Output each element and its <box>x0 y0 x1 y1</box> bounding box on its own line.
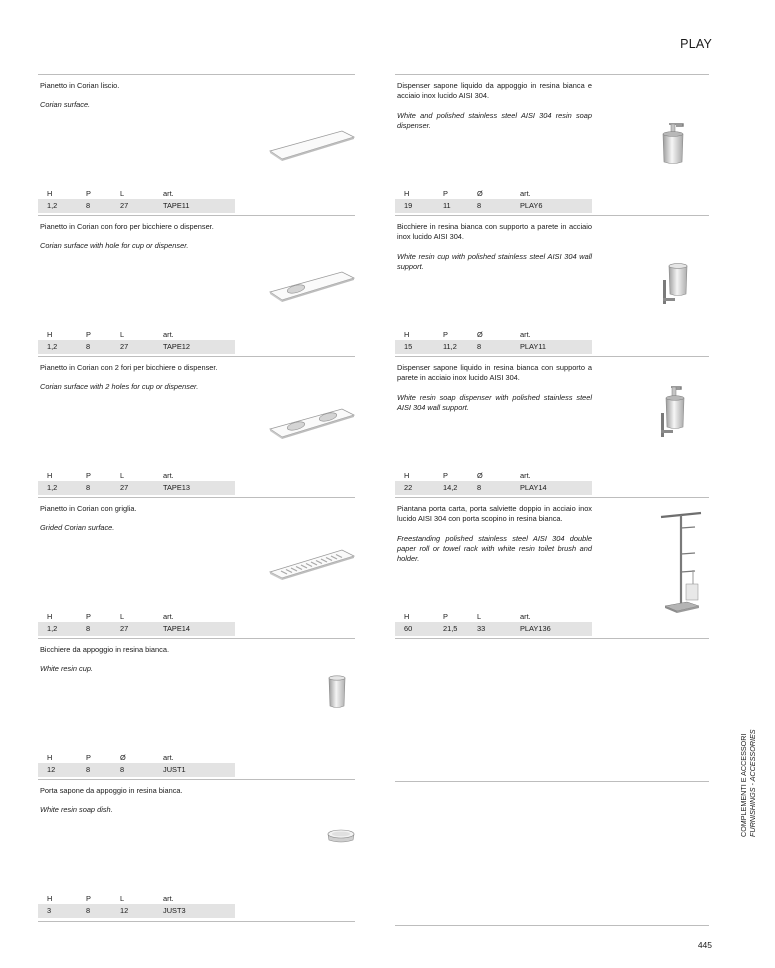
header-h: H <box>47 330 53 339</box>
dimension-value-row <box>395 340 592 354</box>
header-art: art. <box>520 330 531 339</box>
dimension-header-row <box>38 611 235 621</box>
product-entry-just3 <box>38 779 355 922</box>
header-p: P <box>443 189 448 198</box>
dimension-header-row <box>38 752 235 762</box>
corian-shelf-two-holes-image <box>268 401 356 443</box>
description-english: Freestanding polished stainless steel AISI 304 double paper roll or towel rack with white resin toilet brush and holder. <box>397 534 592 563</box>
header-p: P <box>443 330 448 339</box>
dimension-value-row <box>38 199 235 213</box>
header-diameter: Ø <box>477 330 483 339</box>
wall-cup-image <box>661 260 691 306</box>
description-english: White resin soap dish. <box>40 805 113 814</box>
description-italian: Bicchiere da appoggio in resina bianca. <box>40 645 170 654</box>
soap-dispenser-image <box>657 117 691 165</box>
value-h: 1,2 <box>47 342 58 351</box>
soap-dish-image <box>326 826 356 846</box>
description-english: White resin soap dispenser with polished stainless steel AISI 304 wall support. <box>397 393 592 412</box>
description-english: White and polished stainless steel AISI 304 resin soap dispenser. <box>397 111 592 130</box>
header-p: P <box>443 471 448 480</box>
description-italian: Pianetto in Corian con foro per bicchiere o dispenser. <box>40 222 214 231</box>
header-art: art. <box>163 471 174 480</box>
value-art: PLAY136 <box>520 624 551 633</box>
header-art: art. <box>163 894 174 903</box>
value-art: TAPE12 <box>163 342 190 351</box>
product-entry-play6 <box>395 74 709 215</box>
right-column <box>395 74 709 638</box>
value-p: 8 <box>86 342 91 351</box>
header-p: P <box>86 894 91 903</box>
divider-line <box>395 638 709 639</box>
value-p: 8 <box>86 624 91 633</box>
value-p: 8 <box>86 201 91 210</box>
value-diameter: 8 <box>477 201 482 210</box>
header-art: art. <box>520 471 531 480</box>
page-number: 445 <box>697 940 712 950</box>
description-english: Corian surface with 2 holes for cup or dispenser. <box>40 382 199 391</box>
value-p: 8 <box>86 483 91 492</box>
value-art: PLAY14 <box>520 483 547 492</box>
description-italian: Porta sapone da appoggio in resina bianca. <box>40 786 183 795</box>
value-l: 33 <box>477 624 486 633</box>
value-h: 1,2 <box>47 201 58 210</box>
value-l: 27 <box>120 201 129 210</box>
dimension-value-row <box>395 481 592 495</box>
dimension-value-row <box>38 481 235 495</box>
value-art: TAPE11 <box>163 201 190 210</box>
header-art: art. <box>163 753 174 762</box>
divider-line <box>395 925 709 926</box>
divider-line <box>395 781 709 782</box>
header-art: art. <box>520 612 531 621</box>
page-title: PLAY <box>680 37 712 51</box>
header-h: H <box>404 330 410 339</box>
dimension-header-row <box>38 188 235 198</box>
dimension-value-row <box>38 904 235 918</box>
value-p: 8 <box>86 765 91 774</box>
value-p: 14,2 <box>443 483 458 492</box>
description-english: Grided Corian surface. <box>40 523 115 532</box>
value-h: 15 <box>404 342 413 351</box>
dimension-header-row <box>38 893 235 903</box>
dimension-header-row <box>395 188 592 198</box>
description-english: White resin cup. <box>40 664 93 673</box>
value-diameter: 8 <box>477 342 482 351</box>
value-art: PLAY6 <box>520 201 543 210</box>
product-entry-play11 <box>395 215 709 356</box>
header-diameter: Ø <box>120 753 126 762</box>
product-entry-play14 <box>395 356 709 497</box>
description-italian: Bicchiere in resina bianca con supporto a parete in acciaio inox lucido AISI 304. <box>397 222 592 241</box>
description-italian: Dispenser sapone liquido da appoggio in resina bianca e acciaio inox lucido AISI 304. <box>397 81 592 100</box>
value-h: 1,2 <box>47 624 58 633</box>
description-italian: Piantana porta carta, porta salviette doppio in acciaio inox lucido AISI 304 con porta scopino in resina bianca. <box>397 504 592 523</box>
resin-cup-image <box>326 673 348 711</box>
dimension-value-row <box>395 622 592 636</box>
product-entry-tape14 <box>38 497 355 638</box>
header-l: L <box>120 189 125 198</box>
value-diameter: 8 <box>120 765 125 774</box>
header-h: H <box>47 189 53 198</box>
value-diameter: 8 <box>477 483 482 492</box>
corian-shelf-hole-image <box>268 268 356 304</box>
section-label-english: FURNISHINGS - ACCESSORIES <box>748 729 757 837</box>
description-italian: Pianetto in Corian con griglia. <box>40 504 137 513</box>
header-art: art. <box>163 612 174 621</box>
header-h: H <box>404 189 410 198</box>
description-english: Corian surface. <box>40 100 91 109</box>
corian-grid-shelf-image <box>268 544 356 584</box>
value-p: 11,2 <box>443 342 457 351</box>
section-label-italian: COMPLEMENTI E ACCESSORI <box>739 733 748 837</box>
description-english: White resin cup with polished stainless steel AISI 304 wall support. <box>397 252 592 271</box>
header-h: H <box>47 612 53 621</box>
description-italian: Dispenser sapone liquido in resina bianca con supporto a parete in acciaio inox lucido AISI 304. <box>397 363 592 382</box>
header-l: L <box>120 330 125 339</box>
header-p: P <box>86 330 91 339</box>
product-entry-tape12 <box>38 215 355 356</box>
dimension-value-row <box>38 340 235 354</box>
value-h: 3 <box>47 906 52 915</box>
dimension-header-row <box>395 611 592 621</box>
header-l: L <box>120 894 125 903</box>
wall-dispenser-image <box>659 383 691 439</box>
left-column <box>38 74 355 922</box>
value-p: 8 <box>86 906 91 915</box>
description-italian: Pianetto in Corian con 2 fori per bicchiere o dispenser. <box>40 363 218 372</box>
value-h: 12 <box>47 765 56 774</box>
value-art: PLAY11 <box>520 342 547 351</box>
header-p: P <box>86 612 91 621</box>
header-l: L <box>120 612 125 621</box>
header-l: L <box>477 612 482 621</box>
corian-shelf-image <box>268 127 356 163</box>
floor-stand-image <box>657 508 705 614</box>
header-h: H <box>404 612 410 621</box>
dimension-header-row <box>38 329 235 339</box>
product-entry-play136 <box>395 497 709 638</box>
product-entry-tape11 <box>38 74 355 215</box>
value-l: 27 <box>120 624 129 633</box>
value-h: 1,2 <box>47 483 58 492</box>
header-p: P <box>86 189 91 198</box>
header-p: P <box>86 471 91 480</box>
value-art: JUST1 <box>163 765 186 774</box>
header-art: art. <box>163 330 174 339</box>
header-l: L <box>120 471 125 480</box>
description-english: Corian surface with hole for cup or dispenser. <box>40 241 189 250</box>
value-art: TAPE14 <box>163 624 190 633</box>
header-p: P <box>86 753 91 762</box>
header-art: art. <box>520 189 531 198</box>
header-diameter: Ø <box>477 189 483 198</box>
header-diameter: Ø <box>477 471 483 480</box>
dimension-value-row <box>38 763 235 777</box>
product-entry-tape13 <box>38 356 355 497</box>
value-art: JUST3 <box>163 906 186 915</box>
header-h: H <box>47 471 53 480</box>
header-h: H <box>47 894 53 903</box>
section-side-label <box>737 727 775 837</box>
value-l: 12 <box>120 906 129 915</box>
dimension-header-row <box>395 470 592 480</box>
product-entry-just1 <box>38 638 355 779</box>
value-h: 22 <box>404 483 413 492</box>
header-h: H <box>47 753 53 762</box>
value-p: 11 <box>443 201 451 210</box>
dimension-header-row <box>395 329 592 339</box>
value-h: 60 <box>404 624 413 633</box>
header-h: H <box>404 471 410 480</box>
header-p: P <box>443 612 448 621</box>
header-art: art. <box>163 189 174 198</box>
dimension-value-row <box>395 199 592 213</box>
dimension-value-row <box>38 622 235 636</box>
value-p: 21,5 <box>443 624 458 633</box>
dimension-header-row <box>38 470 235 480</box>
value-l: 27 <box>120 483 129 492</box>
description-italian: Pianetto in Corian liscio. <box>40 81 120 90</box>
value-art: TAPE13 <box>163 483 190 492</box>
value-h: 19 <box>404 201 413 210</box>
value-l: 27 <box>120 342 129 351</box>
